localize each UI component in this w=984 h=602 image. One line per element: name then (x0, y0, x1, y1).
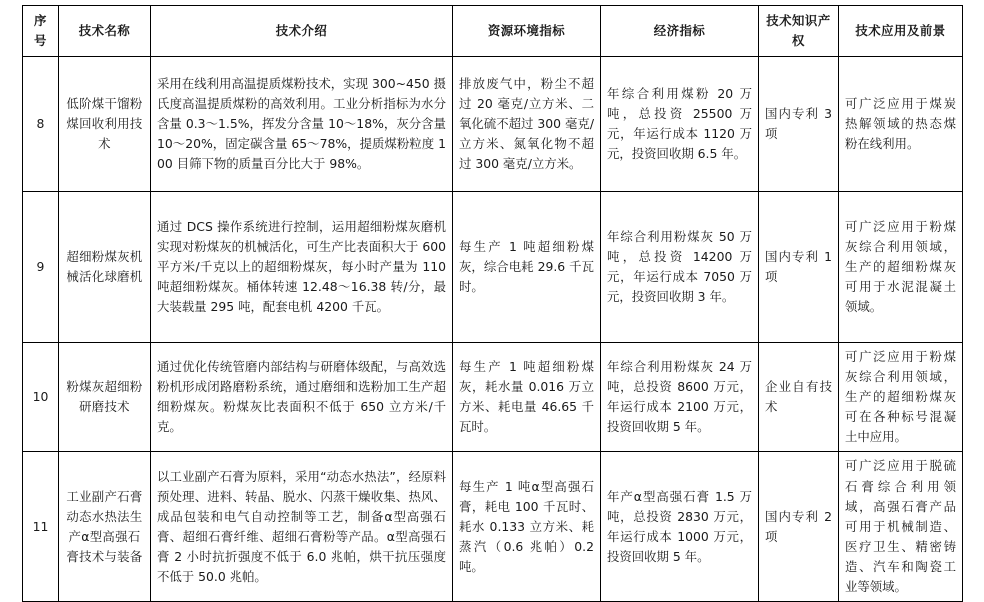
cell-application: 可广泛应用于煤炭热解领域的热态煤粉在线利用。 (839, 57, 963, 192)
column-header-application: 技术应用及前景 (839, 6, 963, 57)
column-header-ip: 技术知识产权 (759, 6, 839, 57)
cell-intro: 通过 DCS 操作系统进行控制，运用超细粉煤灰磨机实现对粉煤灰的机械活化，可生产比表面积大于 600 平方米/千克以上的超细粉煤灰，每小时产量为 110 吨超细粉煤灰。桶体转速 12.48～16.38 转/分，最大装载量 295 吨，配套电机 4200 千瓦。 (151, 192, 453, 343)
table-row (23, 57, 963, 192)
cell-application: 可广泛应用于粉煤灰综合利用领域，生产的超细粉煤灰可在各种标号混凝土中应用。 (839, 343, 963, 452)
column-header-name: 技术名称 (59, 6, 151, 57)
table-body (23, 57, 963, 602)
cell-index: 8 (23, 57, 59, 192)
column-header-economy: 经济指标 (601, 6, 759, 57)
technology-catalog-table (22, 5, 963, 602)
column-header-environment: 资源环境指标 (453, 6, 601, 57)
column-header-index: 序号 (23, 6, 59, 57)
cell-economy: 年综合利用煤粉 20 万吨，总投资 25500 万元，年运行成本 1120 万元，投资回收期 6.5 年。 (601, 57, 759, 192)
cell-application: 可广泛应用于粉煤灰综合利用领域，生产的超细粉煤灰可用于水泥混凝土领域。 (839, 192, 963, 343)
cell-intro: 采用在线利用高温提质煤粉技术，实现 300~450 摄氏度高温提质煤粉的高效利用。工业分析指标为水分含量 0.3～1.5%，挥发分含量 10～18%，灰分含量 10～20%，固定碳含量 65～78%，提质煤粉粒度 100 目筛下物的质量百分比大于 98%。 (151, 57, 453, 192)
cell-index: 9 (23, 192, 59, 343)
table-row (23, 192, 963, 343)
cell-environment: 每生产 1 吨α型高强石膏，耗电 100 千瓦时、耗水 0.133 立方米、耗蒸汽（0.6 兆帕）0.2 吨。 (453, 452, 601, 602)
cell-name: 工业副产石膏动态水热法生产α型高强石膏技术与装备 (59, 452, 151, 602)
cell-ip: 国内专利 3 项 (759, 57, 839, 192)
cell-ip: 企业自有技术 (759, 343, 839, 452)
cell-economy: 年综合利用粉煤灰 50 万吨，总投资 14200 万元，年运行成本 7050 万元，投资回收期 3 年。 (601, 192, 759, 343)
cell-index: 10 (23, 343, 59, 452)
cell-environment: 每生产 1 吨超细粉煤灰，综合电耗 29.6 千瓦时。 (453, 192, 601, 343)
cell-name: 超细粉煤灰机械活化球磨机 (59, 192, 151, 343)
table-header-row (23, 6, 963, 57)
cell-ip: 国内专利 2 项 (759, 452, 839, 602)
table-header (23, 6, 963, 57)
table-row (23, 343, 963, 452)
cell-environment: 排放废气中，粉尘不超过 20 毫克/立方米、二氧化硫不超过 300 毫克/立方米、氮氧化物不超过 300 毫克/立方米。 (453, 57, 601, 192)
cell-economy: 年产α型高强石膏 1.5 万吨，总投资 2830 万元，年运行成本 1000 万元，投资回收期 5 年。 (601, 452, 759, 602)
cell-application: 可广泛应用于脱硫石膏综合利用领域，高强石膏产品可用于机械制造、医疗卫生、精密铸造、汽车和陶瓷工业等领域。 (839, 452, 963, 602)
cell-economy: 年综合利用粉煤灰 24 万吨，总投资 8600 万元，年运行成本 2100 万元，投资回收期 5 年。 (601, 343, 759, 452)
cell-index: 11 (23, 452, 59, 602)
cell-environment: 每生产 1 吨超细粉煤灰，耗水量 0.016 万立方米、耗电量 46.65 千瓦时。 (453, 343, 601, 452)
cell-intro: 以工业副产石膏为原料，采用“动态水热法”，经原料预处理、进料、转晶、脱水、闪蒸干燥收集、热风、成品包装和电气自动控制等工艺，制备α型高强石膏、超细石膏纤维、超细石膏粉等产品。α型高强石膏 2 小时抗折强度不低于 6.0 兆帕，烘干抗压强度不低于 50.0 兆帕。 (151, 452, 453, 602)
cell-ip: 国内专利 1 项 (759, 192, 839, 343)
table-row (23, 452, 963, 602)
cell-name: 低阶煤干馏粉煤回收利用技术 (59, 57, 151, 192)
cell-name: 粉煤灰超细粉研磨技术 (59, 343, 151, 452)
column-header-intro: 技术介绍 (151, 6, 453, 57)
cell-intro: 通过优化传统管磨内部结构与研磨体级配，与高效选粉机形成闭路磨粉系统，通过磨细和选粉加工生产超细粉煤灰。粉煤灰比表面积不低于 650 立方米/千克。 (151, 343, 453, 452)
